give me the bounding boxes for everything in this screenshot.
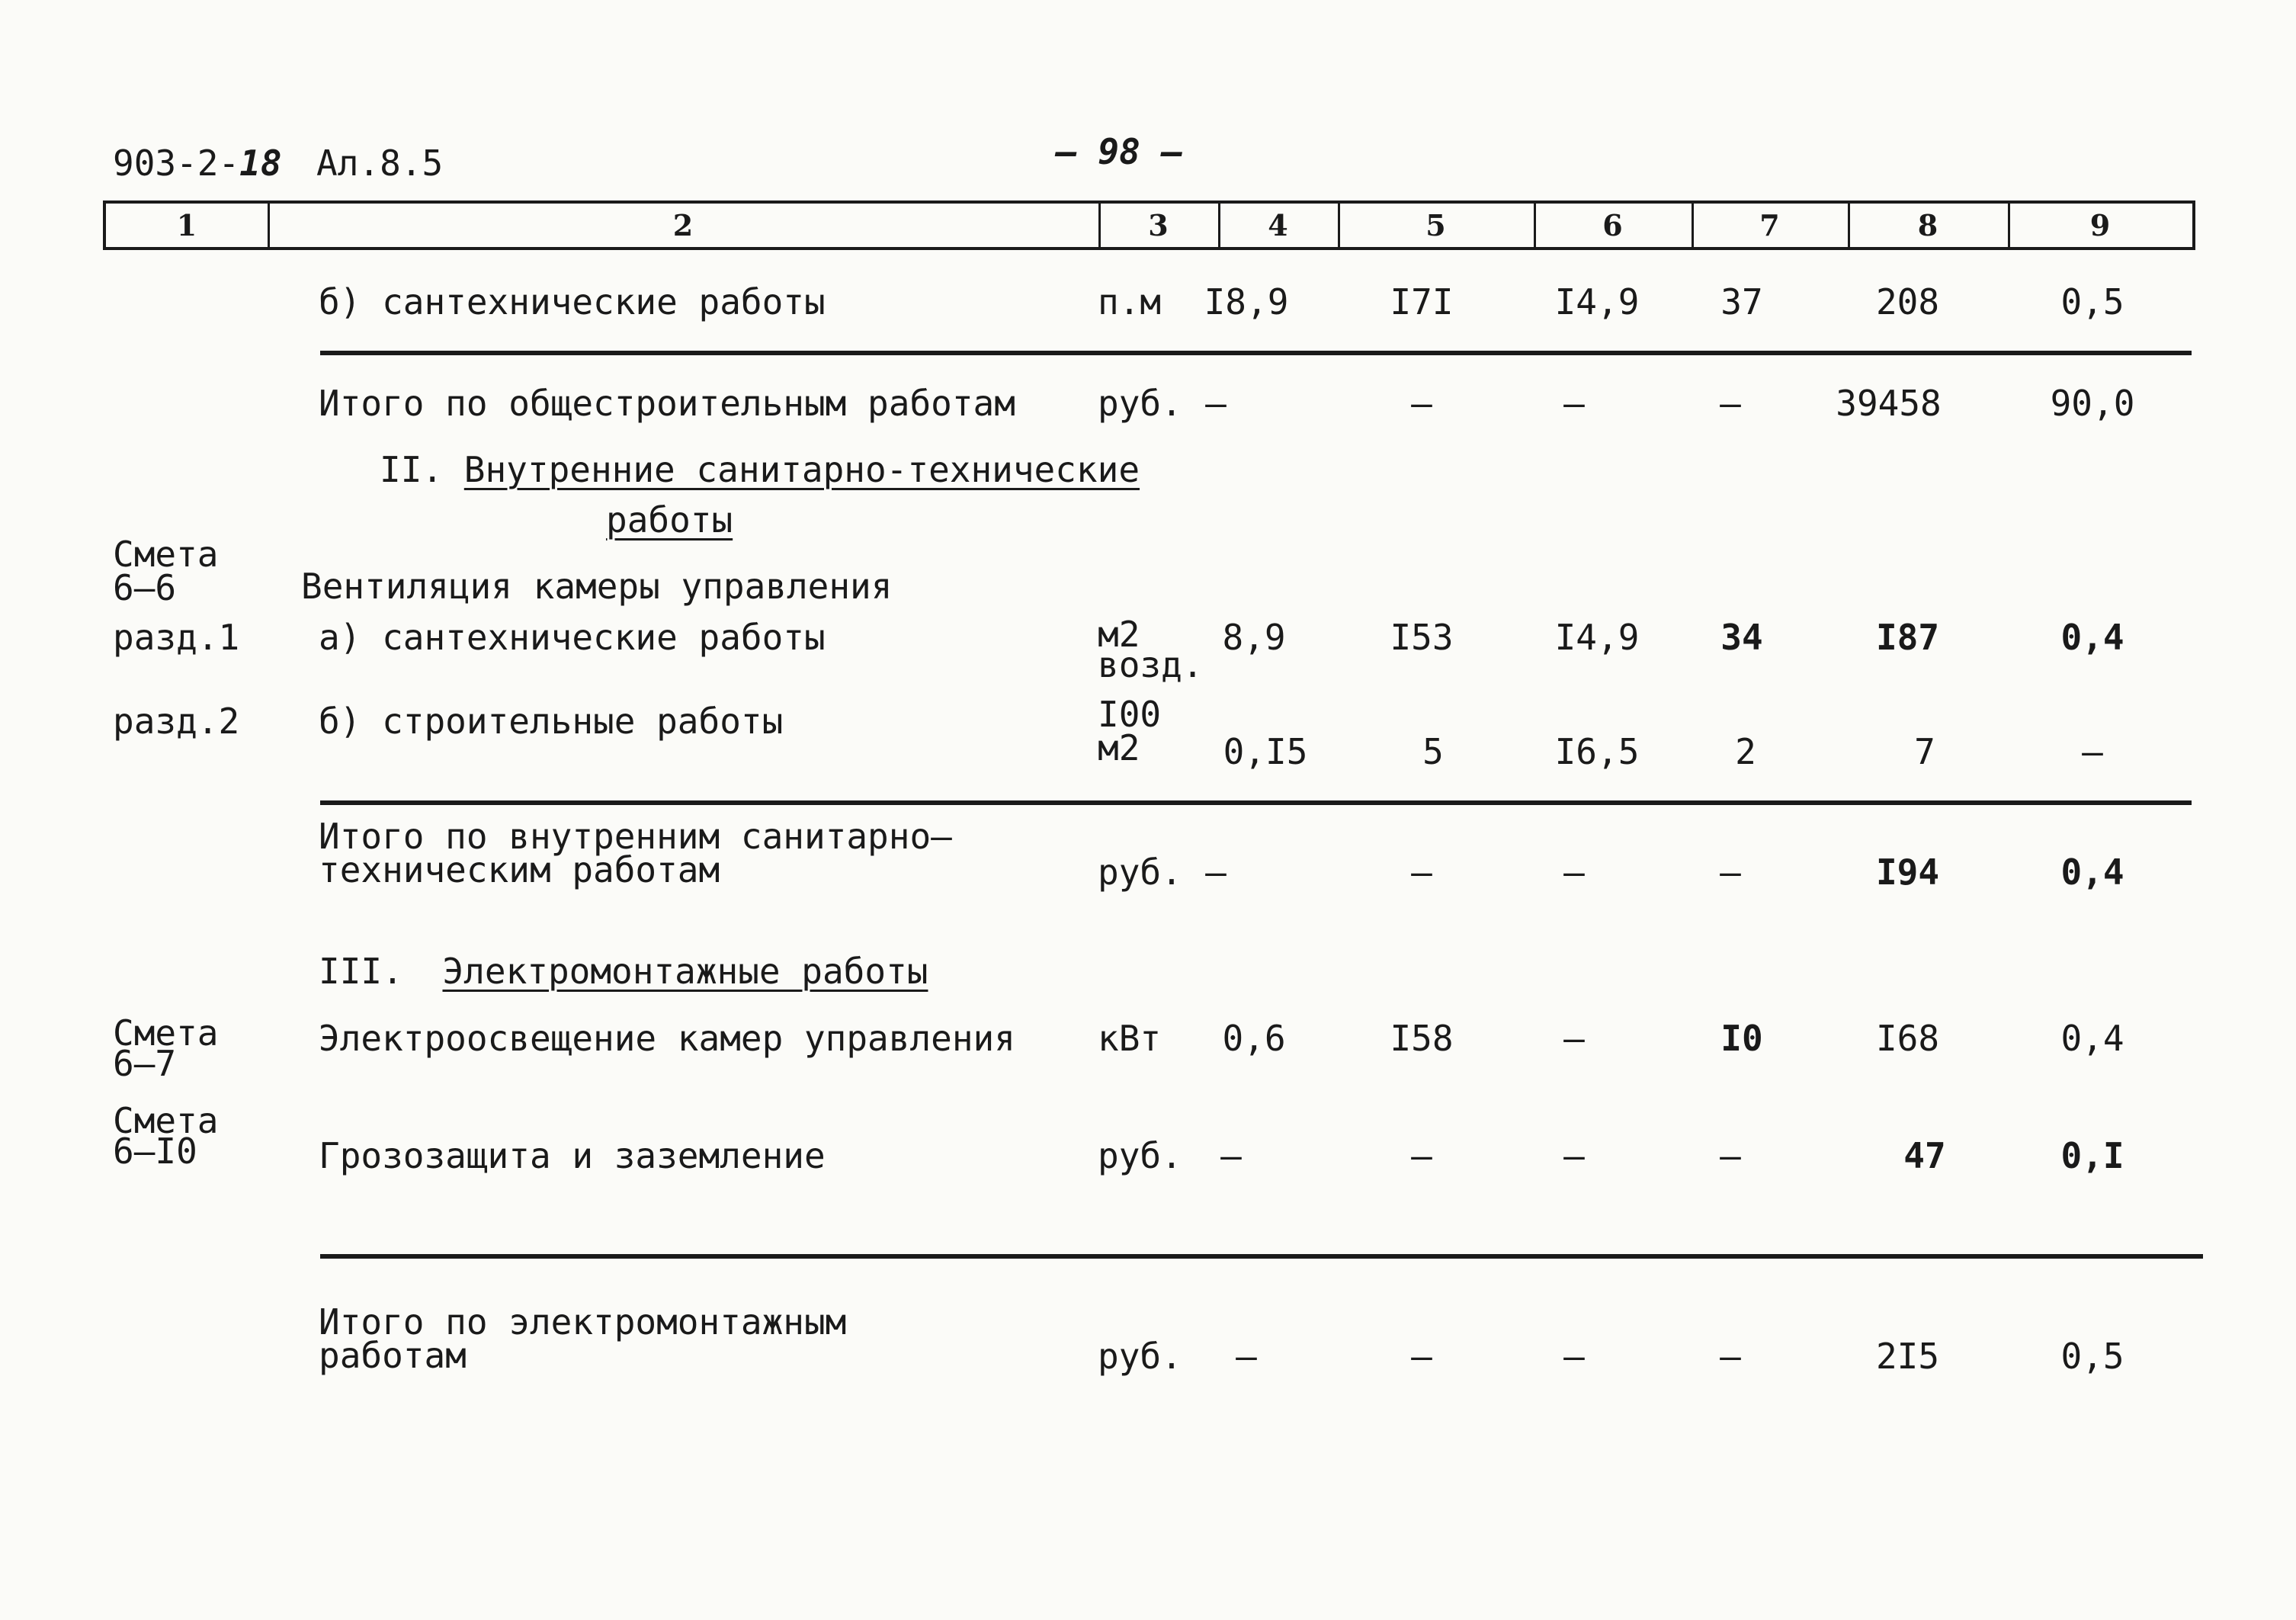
row-vent-b-label: б) строительные работы — [319, 701, 784, 742]
estimate-ref-6-10-line1: Смета — [113, 1100, 219, 1141]
row-total-general-label: Итого по общестроительным работам — [319, 383, 1015, 424]
row-santech-b-col5: I7I — [1390, 281, 1454, 322]
row-lightning-col8: 47 — [1903, 1135, 1946, 1176]
row-total-el-unit: руб. — [1098, 1336, 1182, 1377]
column-header-1: 1 — [106, 204, 270, 247]
document-code-handwritten: 18 — [239, 143, 282, 184]
row-total-general-col9: 90,0 — [2050, 383, 2135, 424]
row-vent-b-col6: I6,5 — [1554, 731, 1640, 772]
estimate-ref-6-10-line2: 6–I0 — [113, 1131, 197, 1172]
separator-rule-3 — [320, 1254, 2203, 1259]
row-light-col7: I0 — [1720, 1018, 1763, 1059]
row-total-general-col6: – — [1563, 383, 1585, 424]
separator-rule-1 — [320, 351, 2192, 355]
section-2-title-line1: Внутренние санитарно-технические — [463, 449, 1140, 490]
row-vent-a-col8: I87 — [1875, 617, 1940, 658]
row-total-el-col6: – — [1563, 1336, 1585, 1377]
row-lightning-col9: 0,I — [2060, 1135, 2124, 1176]
row-total-san-col6: – — [1563, 852, 1585, 893]
row-light-col9: 0,4 — [2060, 1018, 2124, 1059]
row-total-san-unit: руб. — [1098, 852, 1182, 893]
row-total-el-label-line2: работам — [319, 1335, 467, 1376]
section-3-title: Электромонтажные работы — [442, 951, 928, 992]
row-vent-a-label: а) сантехнические работы — [319, 617, 826, 658]
row-total-san-label — [319, 816, 952, 890]
column-header-2: 2 — [268, 204, 1101, 247]
estimate-ref-6-6-line1: Смета — [113, 534, 219, 575]
row-santech-b-col8: 208 — [1875, 281, 1940, 322]
row-vent-a-unit — [1098, 614, 1204, 685]
column-header-8: 8 — [1848, 204, 2010, 247]
row-vent-b-unit-line2: м2 — [1098, 727, 1140, 768]
row-lightning-label: Грозозащита и заземление — [319, 1135, 826, 1176]
row-vent-a-ref: разд.1 — [113, 617, 240, 658]
document-code-prefix: 903-2- — [113, 143, 240, 184]
row-total-general-unit: руб. — [1098, 383, 1182, 424]
row-vent-a-col7: 34 — [1720, 617, 1763, 658]
row-vent-b-col4: 0,I5 — [1223, 731, 1308, 772]
row-total-san-col5: – — [1411, 852, 1432, 893]
row-light-col8: I68 — [1875, 1018, 1940, 1059]
column-header-6: 6 — [1534, 204, 1694, 247]
row-light-col5: I58 — [1390, 1018, 1454, 1059]
section-3-roman: III. — [319, 951, 403, 992]
row-light-col4: 0,6 — [1222, 1018, 1286, 1059]
estimate-ref-6-6 — [113, 534, 219, 608]
estimate-ref-6-7-line1: Смета — [113, 1012, 219, 1054]
row-total-san-label-line1: Итого по внутренним санитарно– — [319, 816, 952, 857]
section-2-roman: II. — [380, 449, 444, 490]
row-santech-b-col4: I8,9 — [1204, 281, 1289, 322]
row-total-el-col9: 0,5 — [2060, 1336, 2124, 1377]
separator-rule-2 — [320, 800, 2192, 805]
estimate-ref-6-6-line2: 6–6 — [113, 567, 177, 608]
row-lightning-col7: – — [1720, 1135, 1741, 1176]
estimate-ref-6-7 — [113, 1012, 219, 1084]
album-label: Ал.8.5 — [316, 143, 444, 184]
row-light-col6: – — [1563, 1018, 1585, 1059]
row-vent-b-col9: – — [2082, 731, 2103, 772]
page-number: – 98 – — [1056, 131, 1183, 172]
column-header-9: 9 — [2089, 208, 2111, 242]
row-total-general-col8: 39458 — [1836, 383, 1942, 424]
column-header-5: 5 — [1338, 204, 1536, 247]
row-vent-a-col6: I4,9 — [1554, 617, 1640, 658]
column-header-row — [103, 200, 2195, 250]
row-light-label: Электроосвещение камер управления — [319, 1018, 1015, 1059]
row-total-el-label-line1: Итого по электромонтажным — [319, 1301, 847, 1343]
row-santech-b-unit: п.м — [1098, 281, 1162, 322]
row-total-general-col7: – — [1720, 383, 1741, 424]
estimate-ref-6-10 — [113, 1100, 219, 1172]
row-vent-a-col5: I53 — [1390, 617, 1454, 658]
section-3-heading — [319, 953, 928, 990]
row-vent-a-col9: 0,4 — [2060, 617, 2124, 658]
row-vent-b-col7: 2 — [1735, 731, 1756, 772]
row-santech-b-col6: I4,9 — [1554, 281, 1640, 322]
section-2-title-line2: работы — [606, 499, 733, 541]
row-total-el-col5: – — [1411, 1336, 1432, 1377]
row-lightning-col4: – — [1220, 1135, 1242, 1176]
row-total-el-col4: – — [1236, 1336, 1257, 1377]
row-vent-a-col4: 8,9 — [1222, 617, 1286, 658]
row-total-san-col7: – — [1720, 852, 1741, 893]
row-total-general-col4: – — [1205, 383, 1227, 424]
row-vent-b-col5: 5 — [1422, 731, 1444, 772]
row-vent-label: Вентиляция камеры управления — [301, 566, 893, 607]
row-vent-b-col8: 7 — [1914, 731, 1935, 772]
row-lightning-col5: – — [1411, 1135, 1432, 1176]
row-total-el-col8: 2I5 — [1875, 1336, 1940, 1377]
row-total-el-label — [319, 1301, 847, 1376]
row-total-el-col7: – — [1720, 1336, 1741, 1377]
row-total-san-col9: 0,4 — [2060, 852, 2124, 893]
row-total-san-col4: – — [1205, 852, 1227, 893]
column-header-4: 4 — [1218, 204, 1340, 247]
column-header-7: 7 — [1692, 204, 1850, 247]
row-total-san-col8: I94 — [1875, 852, 1940, 893]
document-code — [113, 143, 282, 184]
row-santech-b-label: б) сантехнические работы — [319, 281, 826, 322]
row-total-general-col5: – — [1411, 383, 1432, 424]
row-light-unit: кВт — [1098, 1018, 1162, 1059]
row-vent-b-unit-line1: I00 — [1098, 694, 1162, 735]
row-lightning-unit: руб. — [1098, 1135, 1182, 1176]
row-vent-b-unit — [1098, 694, 1162, 768]
column-header-3: 3 — [1098, 204, 1220, 247]
row-lightning-col6: – — [1563, 1135, 1585, 1176]
row-santech-b-col9: 0,5 — [2060, 281, 2124, 322]
row-santech-b-col7: 37 — [1720, 281, 1763, 322]
row-vent-a-unit-line2: возд. — [1098, 644, 1204, 685]
section-2-heading — [380, 451, 1140, 488]
estimate-ref-6-7-line2: 6–7 — [113, 1043, 177, 1084]
row-vent-b-ref: разд.2 — [113, 701, 240, 742]
row-vent-a-unit-line1: м2 — [1098, 614, 1140, 655]
row-total-san-label-line2: техническим работам — [319, 849, 720, 890]
